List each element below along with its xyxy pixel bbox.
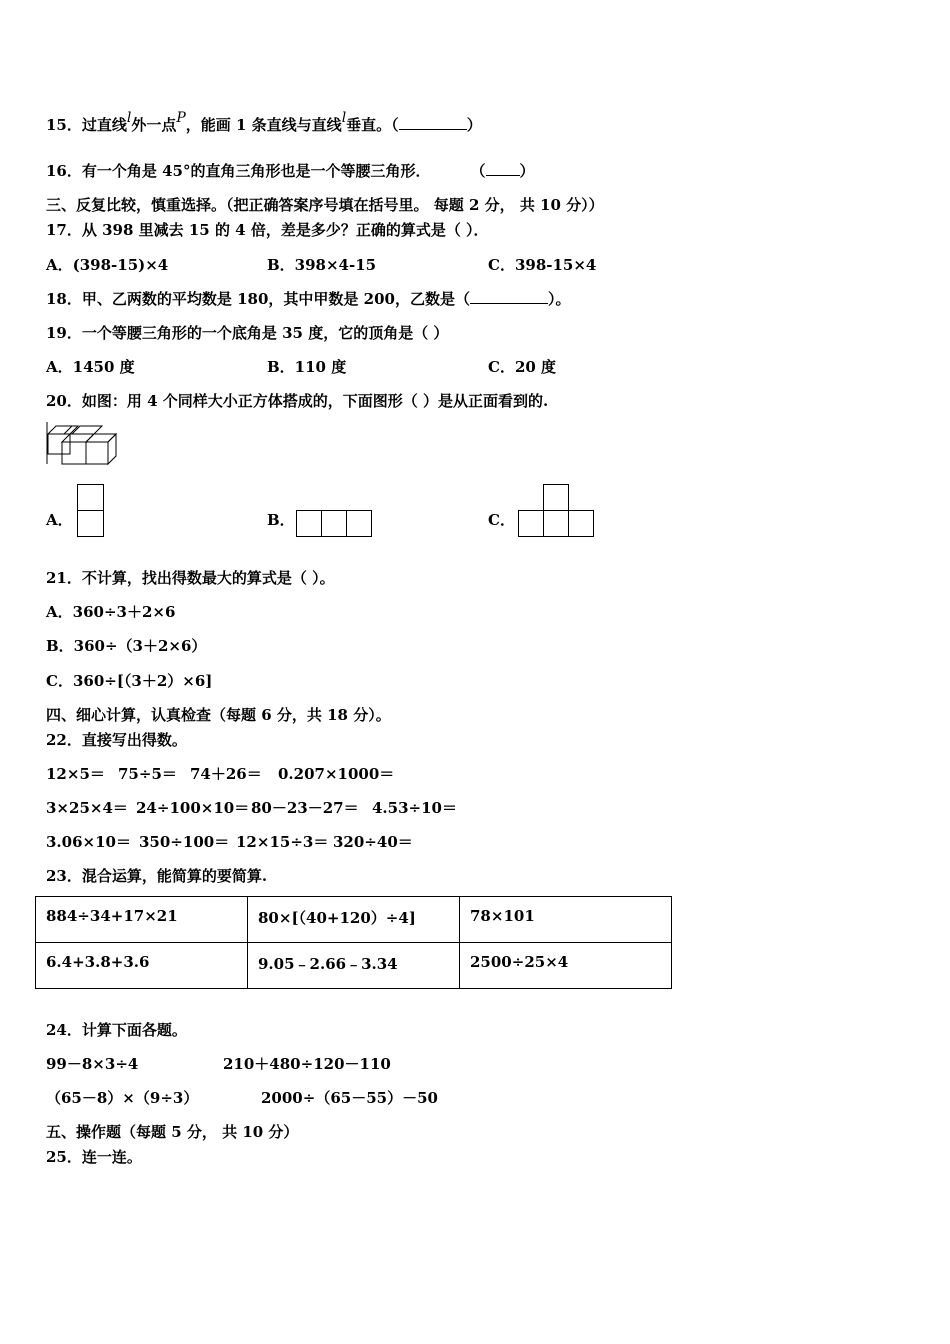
table-row [36, 897, 672, 943]
q15-point-p: P [176, 110, 186, 126]
q23-cell: 6.4+3.8+3.6 [36, 943, 248, 989]
q16-answer-blank[interactable] [486, 161, 520, 176]
q20-cube-figure [46, 422, 120, 466]
section-4-heading: 四、细心计算，认真检查（每题 6 分，共 18 分）。 [46, 706, 391, 724]
q15-answer-blank[interactable] [399, 115, 467, 130]
q24-r1-a: 99－8×3÷4 [46, 1055, 139, 1073]
q22-r3-c2: 350÷100＝ [139, 833, 230, 851]
q23-cell: 9.05﹣2.66﹣3.34 [248, 943, 460, 989]
q22-r1-c4: 0.207×1000＝ [278, 765, 395, 783]
q22-r1-c1: 12×5＝ [46, 765, 105, 783]
q18-answer-blank[interactable] [470, 289, 548, 304]
q19-option-c[interactable]: C．20 度 [488, 358, 557, 376]
q22-r3-c3: 12×15÷3＝ [236, 833, 329, 851]
q24-r2-a: （65－8）×（9÷3） [46, 1089, 199, 1107]
q22-r3-c1: 3.06×10＝ [46, 833, 131, 851]
q22-r2-c4: 4.53÷10＝ [372, 799, 457, 817]
q18-end: ）。 [547, 290, 571, 308]
q23-table [35, 896, 672, 989]
q22-r2-c2: 24÷100×10＝ [136, 799, 250, 817]
q19-option-b[interactable]: B．110 度 [267, 358, 347, 376]
q17-option-a[interactable]: A．(398-15)×4 [46, 256, 169, 274]
q15-suffix: 垂直。（ [346, 116, 399, 134]
q16-text: 16．有一个角是 45°的直角三角形也是一个等腰三角形． [46, 162, 431, 180]
q20-option-b[interactable]: B． [267, 511, 295, 529]
q15-end: ） [466, 116, 482, 134]
q17-option-c[interactable]: C．398-15×4 [488, 256, 597, 274]
q15-line-l2: l [341, 110, 347, 126]
q22-r1-c2: 75÷5＝ [118, 765, 177, 783]
q20-option-c-figure [518, 484, 596, 538]
q16-close: ） [519, 162, 535, 180]
question-25: 25．连一连。 [46, 1148, 142, 1166]
q21-option-b[interactable]: B．360÷（3＋2×6） [46, 637, 207, 655]
question-18 [46, 289, 570, 309]
q22-r2-c3: 80－23－27＝ [251, 799, 359, 817]
q20-option-c[interactable]: C． [488, 511, 515, 529]
q23-cell: 2500÷25×4 [460, 943, 672, 989]
q17-option-b[interactable]: B．398×4-15 [267, 256, 377, 274]
question-17: 17．从 398 里减去 15 的 4 倍，差是多少？正确的算式是（ ）． [46, 221, 489, 239]
q20-option-b-figure [296, 510, 374, 538]
question-22: 22．直接写出得数。 [46, 731, 187, 749]
q21-option-c[interactable]: C．360÷[（3＋2）×6] [46, 672, 213, 690]
question-23: 23．混合运算，能简算的要简算. [46, 867, 268, 885]
q23-cell: 78×101 [460, 897, 672, 943]
question-20: 20．如图：用 4 个同样大小正方体搭成的，下面图形（ ）是从正面看到的. [46, 392, 549, 410]
q20-option-a-figure [77, 484, 104, 538]
section-3-heading: 三、反复比较，慎重选择。（把正确答案序号填在括号里。 每题 2 分， 共 10 分）） [46, 196, 604, 214]
section-5-heading: 五、操作题（每题 5 分， 共 10 分） [46, 1123, 299, 1141]
q15-line-l: l [126, 110, 132, 126]
q22-r2-c1: 3×25×4＝ [46, 799, 128, 817]
question-24: 24．计算下面各题。 [46, 1021, 187, 1039]
q15-mid1: 外一点 [131, 116, 177, 134]
q22-r3-c4: 320÷40＝ [333, 833, 413, 851]
q20-option-a[interactable]: A． [46, 511, 73, 529]
q23-cell: 80×[（40+120）÷4] [248, 897, 460, 943]
q16-open: （ [470, 162, 486, 180]
q24-r1-b: 210＋480÷120－110 [223, 1055, 391, 1073]
q21-option-a[interactable]: A．360÷3＋2×6 [46, 603, 176, 621]
question-16 [46, 161, 535, 181]
q23-cell: 884÷34+17×21 [36, 897, 248, 943]
question-19: 19．一个等腰三角形的一个底角是 35 度，它的顶角是（ ） [46, 324, 449, 342]
q15-mid2: ，能画 1 条直线与直线 [185, 116, 342, 134]
question-21: 21．不计算，找出得数最大的算式是（ ）。 [46, 569, 335, 587]
table-row [36, 943, 672, 989]
question-15 [46, 110, 482, 136]
q24-r2-b: 2000÷（65－55）－50 [261, 1089, 438, 1107]
q22-r1-c3: 74＋26＝ [190, 765, 262, 783]
q15-prefix: 15．过直线 [46, 116, 127, 134]
q18-text: 18．甲、乙两数的平均数是 180，其中甲数是 200，乙数是（ [46, 290, 470, 308]
q19-option-a[interactable]: A．1450 度 [46, 358, 135, 376]
